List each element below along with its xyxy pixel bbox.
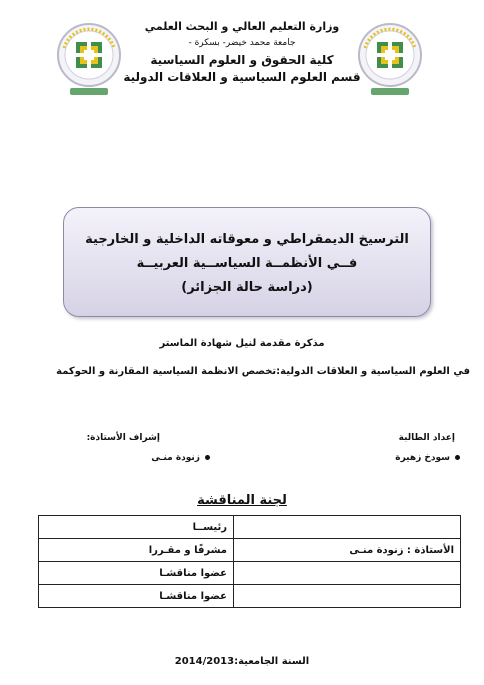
thesis-title-box xyxy=(63,207,431,317)
committee-table xyxy=(38,515,461,608)
member-role-cell: مشرفًا و مقـررا xyxy=(39,539,234,562)
faculty-name: كلية الحقوق و العلوم السياسية xyxy=(150,53,334,67)
university-seal-icon xyxy=(56,22,122,102)
department-name: قسم العلوم السياسية و العلاقات الدولية xyxy=(123,70,361,84)
member-name-cell xyxy=(234,562,461,585)
supervisor-name: زنودة منـى xyxy=(151,453,200,463)
supervised-by-label: إشراف الأستاذة: xyxy=(86,433,160,443)
member-role-cell: رئيســا xyxy=(39,516,234,539)
prepared-by-label: إعداد الطالبة xyxy=(398,433,455,443)
table-row xyxy=(39,539,461,562)
thesis-title-line-3: (دراسة حالة الجزائر) xyxy=(181,280,313,295)
member-role-cell: عضوا مناقشـا xyxy=(39,585,234,608)
table-row xyxy=(39,585,461,608)
thesis-title-line-1: الترسيخ الديمقراطي و معوقاته الداخلية و الخارجية xyxy=(85,232,409,247)
specialization-statement: في العلوم السياسية و العلاقات الدولية:تخصص الانظمة السياسية المقارنة و الحوكمة xyxy=(56,366,470,377)
university-name: جامعة محمد خيضر- بسكرة - xyxy=(188,38,296,48)
member-name-cell xyxy=(234,585,461,608)
university-seal-icon xyxy=(357,22,423,102)
bullet-icon xyxy=(455,455,460,460)
committee-title: لجنة المناقشة xyxy=(197,493,287,508)
supervisor-name-row xyxy=(100,453,210,463)
ministry-name: وزارة التعليم العالي و البحث العلمي xyxy=(144,20,340,33)
student-name-row xyxy=(350,453,460,463)
member-role-cell: عضوا مناقشـا xyxy=(39,562,234,585)
member-name-cell xyxy=(234,516,461,539)
student-name: سودخ زهيرة xyxy=(395,453,450,463)
member-name-cell: الأستاذة : زنودة منـى xyxy=(234,539,461,562)
table-row xyxy=(39,562,461,585)
bullet-icon xyxy=(205,455,210,460)
academic-year: السنة الجامعية:2014/2013 xyxy=(174,656,310,667)
thesis-title-line-2: فــي الأنظمــة السياســية العربيــة xyxy=(136,256,358,271)
memo-statement: مذكرة مقدمة لنيل شهادة الماستر xyxy=(159,338,325,349)
table-row xyxy=(39,516,461,539)
